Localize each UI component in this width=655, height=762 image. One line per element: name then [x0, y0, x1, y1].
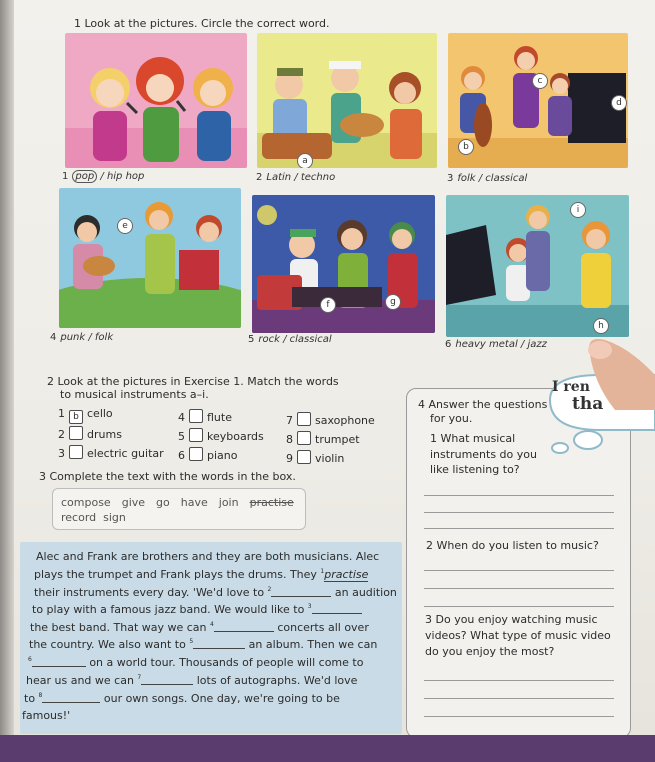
answer-box-1[interactable]: b [69, 410, 83, 424]
blank-7[interactable] [141, 673, 193, 685]
ex4-question-1-line3: like listening to? [430, 463, 520, 476]
ex2-item-3: 3 electric guitar [58, 447, 164, 460]
picture-3-classical-trio [448, 33, 628, 168]
badge-b: b [458, 139, 474, 155]
badge-a: a [297, 153, 313, 168]
answer-box-8[interactable] [297, 431, 311, 445]
badge-c: c [532, 73, 548, 89]
badge-i: i [570, 202, 586, 218]
text-line-1: Alec and Frank are brothers and they are both musicians. Alec [36, 550, 380, 563]
answer-box-7[interactable] [297, 412, 311, 426]
ex4-question-1-line2: instruments do you [430, 448, 537, 461]
badge-f: f [320, 297, 336, 313]
blank-5[interactable] [193, 637, 245, 649]
answer-box-9[interactable] [297, 450, 311, 464]
answer-line-1c[interactable] [424, 528, 614, 529]
caption-1: 1 pop / hip hop [62, 171, 145, 182]
text-line-6: the country. We also want to $^5$ an album. Then we can [29, 638, 378, 651]
answer-box-5[interactable] [189, 428, 203, 442]
caption-5: 5 rock / classical [248, 334, 332, 345]
ex2-heading-line1: 2 Look at the pictures in Exercise 1. Match the words [47, 375, 339, 388]
badge-g: g [385, 294, 401, 310]
picture-2-latin-band [257, 33, 437, 168]
speech-bubble-line2: tha [572, 394, 604, 414]
text-line-5: the best band. That way we can $^4$ concerts all over [30, 621, 369, 634]
badge-h: h [593, 318, 609, 334]
answer-line-3a[interactable] [424, 680, 614, 681]
ex4-question-3-line2: videos? What type of music video [425, 629, 611, 642]
caption-3: 3 folk / classical [447, 173, 528, 184]
gap-fill-text [20, 542, 402, 734]
word-box-row1: compose give go have join practise [61, 496, 294, 509]
answer-line-3c[interactable] [424, 716, 614, 717]
ex4-heading-line1: 4 Answer the questions [418, 398, 548, 411]
struck-word: practise [249, 496, 294, 509]
ex2-item-4: 4 flute [178, 411, 232, 424]
blank-8[interactable] [42, 691, 100, 703]
ex1-heading: 1 Look at the pictures. Circle the correct word. [74, 17, 330, 30]
text-line-7: $^6$ on a world tour. Thousands of people will come to [28, 656, 364, 669]
ex4-question-1-line1: 1 What musical [430, 432, 516, 445]
ex2-item-9: 9 violin [286, 452, 345, 465]
answer-line-1b[interactable] [424, 512, 614, 513]
caption-4: 4 punk / folk [50, 332, 114, 343]
blank-2[interactable] [271, 585, 331, 597]
text-line-3: their instruments every day. 'We'd love to $^2$ an audition [34, 586, 397, 599]
answer-box-3[interactable] [69, 445, 83, 459]
picture-1-pop-singers [65, 33, 247, 168]
ex2-item-5: 5 keyboards [178, 430, 264, 443]
example-answer: practise [324, 568, 369, 581]
blank-4[interactable] [214, 620, 274, 632]
ex3-heading: 3 Complete the text with the words in the box. [39, 470, 296, 483]
ex2-item-2: 2 drums [58, 428, 122, 441]
caption-2: 2 Latin / techno [256, 172, 336, 183]
word-box-row2: record sign [61, 511, 126, 524]
text-line-4: to play with a famous jazz band. We would like to $^3$ [32, 602, 362, 616]
ex2-item-6: 6 piano [178, 449, 238, 462]
answer-box-2[interactable] [69, 426, 83, 440]
answer-box-4[interactable] [189, 409, 203, 423]
blank-6[interactable] [32, 655, 86, 667]
bottom-background [0, 735, 655, 762]
text-line-9: to $^8$ our own songs. One day, we're going to be [24, 692, 340, 705]
answer-line-3b[interactable] [424, 698, 614, 699]
ex2-heading-line2: to musical instruments a–i. [60, 388, 209, 401]
text-line-2: plays the trumpet and Frank plays the drums. They $^1$practise [34, 568, 369, 581]
ex4-question-3-line1: 3 Do you enjoy watching music [425, 613, 598, 626]
finger-photo-overlay [575, 330, 655, 410]
picture-6-jazz-band [446, 195, 629, 337]
answer-box-6[interactable] [189, 447, 203, 461]
answer-line-2a[interactable] [424, 570, 614, 571]
picture-4-folk-band [59, 188, 241, 328]
ex4-question-3-line3: do you enjoy the most? [425, 645, 555, 658]
book-spine [0, 0, 14, 762]
ex2-item-8: 8 trumpet [286, 433, 360, 446]
caption-6: 6 heavy metal / jazz [445, 339, 547, 350]
ex4-question-2: 2 When do you listen to music? [426, 539, 599, 552]
badge-d: d [611, 95, 627, 111]
answer-line-1a[interactable] [424, 495, 614, 496]
blank-3[interactable] [312, 602, 362, 614]
word-box [52, 488, 306, 530]
badge-e: e [117, 218, 133, 234]
ex2-item-7: 7 saxophone [286, 414, 375, 427]
answer-line-2b[interactable] [424, 588, 614, 589]
picture-5-rock-band [252, 195, 435, 333]
text-line-10: famous!' [22, 709, 71, 722]
text-line-8: hear us and we can $^7$ lots of autographs. We'd love [26, 674, 358, 687]
speech-bubble-line1: I ren [552, 379, 590, 395]
circled-answer: pop [72, 170, 97, 183]
ex2-item-1: 1 b cello [58, 407, 113, 422]
ex4-heading-line2: for you. [430, 412, 473, 425]
answer-line-2c[interactable] [424, 606, 614, 607]
